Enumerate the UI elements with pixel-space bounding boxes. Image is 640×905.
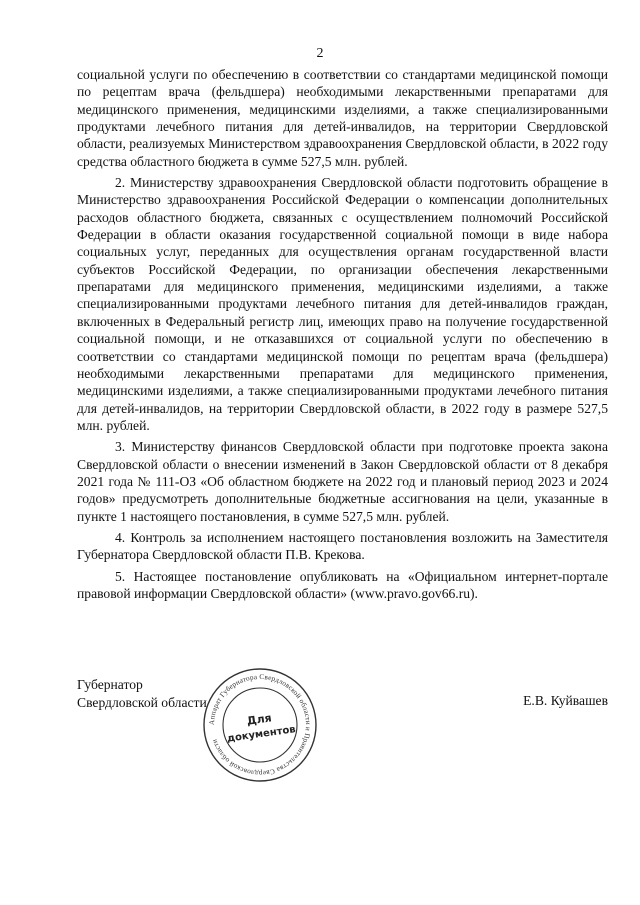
signature-position-region: Свердловской области bbox=[77, 694, 207, 710]
signature-position bbox=[77, 676, 207, 711]
signature-position-title: Губернатор bbox=[77, 677, 143, 692]
paragraph-1-continuation: социальной услуги по обеспечению в соответствии со стандартами медицинской помощи по рецептам врача (фельдшера) необходимыми лекарственными препаратами для медицинского применения, медицинскими изделиями, а также специализированными продуктами лечебного питания для детей-инвалидов, на территории Свердловской области, реализуемых Министерством здравоохранения Свердловской области, в 2022 году средства областного бюджета в сумме 527,5 млн. рублей. bbox=[77, 67, 608, 169]
official-stamp-seal bbox=[200, 665, 320, 785]
signer-name: Е.В. Куйвашев bbox=[523, 693, 608, 708]
stamp-ring-text: Аппарат Губернатора Свердловской области и Правительства Свердловской области bbox=[207, 672, 313, 778]
paragraph-2: 2. Министерству здравоохранения Свердловской области подготовить обращение в Министерство здравоохранения Российской Федерации о компенсации дополнительных расходов областного бюджета, связанных с осуществлением полномочий Российской Федерации в области оказания государственной социальной помощи в виде набора социальных услуг, переданных для осуществления органам государственной власти субъектов Российской Федерации, по организации обеспечения лекарственными препаратами для медицинского применения, медицинскими изделиями, а также специализированными продуктами лечебного питания для детей-инвалидов граждан, включенных в Федеральный регистр лиц, имеющих право на получение государственной социальной помощи, и не отказавшихся от социальной услуги по обеспечению в соответствии со стандартами медицинской помощи по рецептам врача (фельдшера) необходимыми лекарственными препаратами для медицинского применения, медицинскими изделиями, а также специализированными продуктами лечебного питания для детей-инвалидов, на территории Свердловской области, в 2022 году в размере 527,5 млн. рублей. bbox=[77, 175, 608, 433]
paragraph-3: 3. Министерству финансов Свердловской области при подготовке проекта закона Свердловской области о внесении изменений в Закон Свердловской области от 8 декабря 2021 года № 111-ОЗ «Об областном бюджете на 2022 год и плановый период 2023 и 2024 годов» предусмотреть дополнительные бюджетные ассигнования на цели, указанные в пункте 1 настоящего постановления, в сумме 527,5 млн. рублей. bbox=[77, 439, 608, 524]
stamp-center-line-1: Для bbox=[245, 711, 273, 728]
page-number: 2 bbox=[316, 46, 324, 61]
paragraph-5: 5. Настоящее постановление опубликовать на «Официальном интернет-портале правовой информации Свердловской области» (www.pravo.gov66.ru). bbox=[77, 568, 608, 601]
paragraph-4: 4. Контроль за исполнением настоящего постановления возложить на Заместителя Губернатора Свердловской области П.В. Крекова. bbox=[77, 529, 608, 563]
stamp-center-line-2: документов bbox=[226, 724, 297, 745]
document-body bbox=[77, 66, 608, 606]
